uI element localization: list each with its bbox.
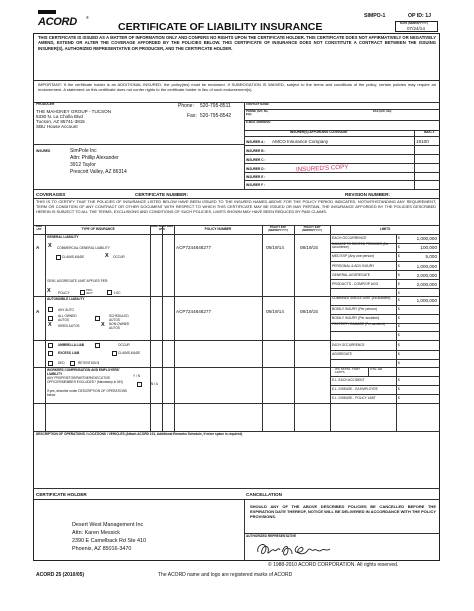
umb-ded: DED bbox=[58, 361, 65, 365]
gl-policy-number: ACP7244648277 bbox=[176, 245, 211, 250]
form-code: SIMPO-1 bbox=[364, 13, 386, 19]
description-of-operations: DESCRIPTION OF OPERATIONS / LOCATIONS / VEHICLES (Attach ACORD 101, Additional Remarks Schedule, if more space is required) bbox=[36, 432, 243, 436]
insurer-e-label: INSURER E : bbox=[246, 175, 266, 179]
gl-insr-ltr: A bbox=[36, 245, 40, 250]
disclaimer-notice: THIS CERTIFICATE IS ISSUED AS A MATTER OF INFORMATION ONLY AND CONFERS NO RIGHTS UPON THE CERTIFICATE HOLDER. THIS CERTIFICATE DOES NOT AFFIRMATIVELY OR NEGATIVELY AMEND, EXTEND OR ALTER THE COVERAGE AFFORDED BY THE POLICIES BELOW. THIS CERTIFICATE OF INSURANCE DOES NOT CONSTITUTE A CONTRACT BETWEEN THE ISSUING INSURER(S), AUTHORIZED REPRESENTATIVE OR PRODUCER, AND THE CERTIFICATE HOLDER. bbox=[38, 35, 436, 51]
col-insr-ltr: INSR LTR bbox=[35, 225, 43, 231]
all-owned-checkbox[interactable] bbox=[48, 316, 53, 321]
scheduled-checkbox[interactable] bbox=[95, 316, 100, 321]
insurer-d-label: INSURER D : bbox=[246, 167, 266, 171]
auto-eff-date: 08/19/14 bbox=[266, 309, 284, 314]
hired-autos: HIRED AUTOS bbox=[58, 324, 80, 328]
authorized-rep-label: AUTHORIZED REPRESENTATIVE bbox=[246, 534, 297, 538]
producer-name: THE MAHONEY GROUP - TUCSON bbox=[36, 109, 112, 114]
gl-limit-value: 1,000,000 bbox=[416, 264, 437, 269]
any-auto: ANY AUTO bbox=[58, 308, 75, 312]
auto-limit-label: BODILY INJURY (Per accident) bbox=[332, 316, 380, 320]
gl-exp-date: 08/19/15 bbox=[300, 245, 318, 250]
gl-commercial: COMMERCIAL GENERAL LIABILITY bbox=[57, 246, 110, 250]
col-limits: LIMITS bbox=[379, 227, 391, 231]
wc-yn: Y / N bbox=[133, 374, 141, 378]
copyright: © 1988-2010 ACORD CORPORATION. All rights reserved. bbox=[268, 562, 399, 568]
gl-limit-value: 2,000,000 bbox=[416, 282, 437, 287]
registered-marks-note: The ACORD name and logo are registered marks of ACORD bbox=[158, 572, 293, 578]
insureds-copy-stamp: INSURED'S COPY bbox=[295, 163, 349, 174]
producer-phone-label: Phone: bbox=[178, 103, 194, 109]
gl-limit-value: 2,000,000 bbox=[416, 273, 437, 278]
insurer-a-name: AMCO Insurance Company bbox=[272, 139, 329, 144]
excess-checkbox[interactable] bbox=[48, 351, 53, 356]
umbrella-checkbox[interactable] bbox=[48, 343, 53, 348]
auto-limit-value: 1,000,000 bbox=[416, 298, 437, 303]
insured-name: SimPole Inc bbox=[70, 148, 97, 154]
excess-liab: EXCESS LIAB bbox=[58, 351, 80, 355]
cancellation-text: SHOULD ANY OF THE ABOVE DESCRIBED POLICIES BE CANCELLED BEFORE THE EXPIRATION DATE THEREOF, NOTICE WILL BE DELIVERED IN ACCORDANCE WITH THE POLICY PROVISIONS. bbox=[250, 504, 436, 520]
contact-phone-label: PHONE (A/C, No, Ext): bbox=[246, 109, 269, 117]
insurer-a-label: INSURER A : bbox=[246, 140, 266, 144]
wc-describe: If yes, describe under DESCRIPTION OF OPERATIONS below bbox=[47, 389, 128, 397]
umb-claims-checkbox[interactable] bbox=[112, 351, 117, 356]
gl-limit-value: 5,000 bbox=[425, 254, 437, 259]
insurer-b-label: INSURER B : bbox=[246, 149, 266, 153]
certificate-page: ACORD ® CERTIFICATE OF LIABILITY INSURANCE SIMPO-1 OP ID: 1J DATE (MM/DD/YYYY) 07/24/14 THIS CERTIFICATE IS ISSUED AS A MATTER OF INFORMATION ONLY AND CONFERS NO RIGHTS UPON THE CERTIFICATE HOLDER. THIS CERTIFICATE DOES NOT AFFIRMATIVELY OR NEGATIVELY AMEND, EXTEND OR ALTER THE COVERAGE AFFORDED BY THE POLICIES BELOW. THIS CERTIFICATE OF INSURANCE DOES NOT CONSTITUTE A CONTRACT BETWEEN THE ISSUING INSURER(S), AUTHORIZED REPRESENTATIVE OR PRODUCER, AND THE CERTIFICATE HOLDER. IMPORTANT: If the certificate holder is an ADDITIONAL INSURED, the policy(ies) must be endorsed. If SUBROGATION IS WAIVED, subject to the terms and conditions of the policy, certain policies may require an endorsement. A statement on this certificate does not confer rights to the certificate holder in lieu of such endorsement(s). PRODUCER THE MAHONEY GROUP - TUCSON 5330 N. La Cholla Blvd Tucson, AZ 85741-3815 SBU House Account Phone: 520-795-8511 Fax: 520-795-8542 CONTACT NAME: PHONE (A/C, No, Ext): FAX (A/C, No): E-MAIL ADDRESS: INSURER(S) AFFORDING COVERAGE NAIC # INSURER A : AMCO Insurance Company 19100 INSURER B : INSURER C : INSURER D : INSURED'S COPY INSURER E : INSURER F : INSURED SimPole Inc Attn: Phillip Alexander 3912 Taylor Prescott Valley, AZ 86314 COVERAGES CERTIFICATE NUMBER: REVISION NUMBER: THIS IS TO CERTIFY THAT THE POLICIES OF INSURANCE LISTED BELOW HAVE BEEN ISSUED TO THE INSURED NAMED ABOVE FOR THE POLICY PERIOD INDICATED. NOTWITHSTANDING ANY REQUIREMENT, TERM OR CONDITION OF ANY CONTRACT OR OTHER DOCUMENT WITH RESPECT TO WHICH THIS CERTIFICATE MAY BE ISSUED OR MAY PERTAIN, THE INSURANCE AFFORDED BY THE POLICIES DESCRIBED HEREIN IS SUBJECT TO ALL THE TERMS, EXCLUSIONS AND CONDITIONS OF SUCH POLICIES. LIMITS SHOWN MAY HAVE BEEN REDUCED BY PAID CLAIMS. INSR LTR TYPE OF INSURANCE ADDL SUBR INSR WVD POLICY NUMBER POLICY EFF (MM/DD/YYYY) POLICY EXP (MM/DD/YYYY) LIMITS GENERAL LIABILITY A X COMMERCIAL GENERAL LIABILITY CLAIMS-MADE X OCCUR GEN'L AGGREGATE LIMIT APPLIES PER: X POLICY PRO- JECT LOC ACP7244648277 08/19/14 08/19/15 EACH OCCURRENCE $ 1,000,000 DAMAGE TO RENTED PREMISES (Ea occurrence) $ 100,000 MED EXP (Any one person) $ 5,000 PERSONAL & ADV INJURY $ 1,000,000 GENERAL AGGREGATE $ 2,000,000 PRODUCTS - COMP/OP AGG $ 2,000,000 $ AUTOMOBILE LIABILITY A ANY AUTO ALL OWNED AUTOS SCHEDULED AUTOS X HIRED AUTOS X NON-OWNED AUTOS ACP7244648277 08/19/14 08/19/15 COMBINED SINGLE LIMIT (Ea accident) $ 1,000,000 BODILY INJURY (Per person) $ BODILY INJURY (Per accident) $ PROPERTY DAMAGE (Per accident) $ $ UMBRELLA LIAB OCCUR EXCESS LIAB CLAIMS-MADE DED RETENTION $ EACH OCCURRENCE $ AGGREGATE $ $ WORKERS COMPENSATION AND EMPLOYERS' LIABILITY Y / N ANY PROPRIETOR/PARTNER/EXECUTIVE OFFICER/MEMBER EXCLUDED? (Mandatory in NH) N / A If yes, describe under DESCRIPTION OF OPERATIONS below WC STATU- TORY LIMITS OTH- ER E.L. EACH ACCIDENT $ E.L. DISEASE - EA EMPLOYEE $ E.L. DISEASE - POLICY LIMIT $ DESCRIPTION OF OPERATIONS / LOCATIONS / VEHICLES (Attach ACORD 101, Additional Remarks Schedule, if more space is required) CERTIFICATE HOLDER CANCELLATION Desert West Management Inc Attn: Karen Messick 2390 E Camelback Rd Ste 410 Phoenix, AZ 85016-3470 SHOULD ANY OF THE ABOVE DESCRIBED POLICIES BE CANCELLED BEFORE THE EXPIRATION DATE THEREOF, NOTICE WILL BE DELIVERED IN ACCORDANCE WITH THE POLICY PROVISIONS. AUTHORIZED REPRESENTATIVE © 1988-2010 ACORD CORPORATION. All rights reserved. ACORD 25 (2010/05) The ACORD name and logo are registered marks of ACORD bbox=[0, 0, 474, 611]
gl-occur-mark: X bbox=[105, 253, 109, 259]
coverages-label: COVERAGES bbox=[36, 192, 66, 197]
gl-limit-label: DAMAGE TO RENTED PREMISES (Ea occurrence) bbox=[332, 242, 389, 250]
cancellation-label: CANCELLATION bbox=[246, 492, 282, 497]
umb-occur-checkbox[interactable] bbox=[95, 343, 100, 348]
op-id: OP ID: 1J bbox=[408, 13, 431, 19]
hired-autos-mark: X bbox=[48, 322, 52, 328]
non-owned-mark: X bbox=[101, 322, 105, 328]
wc-statutory: WC STATU- TORY LIMITS bbox=[335, 367, 361, 375]
umb-occur: OCCUR bbox=[118, 343, 130, 347]
any-auto-checkbox[interactable] bbox=[48, 307, 53, 312]
ded-checkbox[interactable] bbox=[48, 361, 53, 366]
coverages-statement: THIS IS TO CERTIFY THAT THE POLICIES OF INSURANCE LISTED BELOW HAVE BEEN ISSUED TO THE INSURED NAMED ABOVE FOR THE POLICY PERIOD INDICATED. NOTWITHSTANDING ANY REQUIREMENT, TERM OR CONDITION OF ANY CONTRACT OR OTHER DOCUMENT WITH RESPECT TO WHICH THIS CERTIFICATE MAY BE ISSUED OR MAY PERTAIN, THE INSURANCE AFFORDED BY THE POLICIES DESCRIBED HEREIN IS SUBJECT TO ALL THE TERMS, EXCLUSIONS AND CONDITIONS OF SUCH POLICIES. LIMITS SHOWN MAY HAVE BEEN REDUCED BY PAID CLAIMS. bbox=[36, 199, 436, 214]
gl-loc: LOC bbox=[114, 291, 121, 295]
auto-insr-ltr: A bbox=[36, 309, 40, 314]
col-addl-subr: ADDL SUBR INSR WVD bbox=[150, 225, 174, 231]
insurer-a-naic: 19100 bbox=[416, 139, 429, 144]
gl-header: GENERAL LIABILITY bbox=[47, 235, 79, 239]
gl-limit-label: PERSONAL & ADV INJURY bbox=[332, 264, 375, 268]
wc-header: WORKERS COMPENSATION AND EMPLOYERS' LIABILITY bbox=[47, 368, 120, 376]
wc-each-accident: E.L. EACH ACCIDENT bbox=[332, 378, 365, 382]
col-policy-exp: POLICY EXP (MM/DD/YYYY) bbox=[302, 225, 322, 233]
holder-name: Desert West Management Inc bbox=[72, 522, 144, 528]
page-title: CERTIFICATE OF LIABILITY INSURANCE bbox=[118, 21, 323, 33]
col-policy-number: POLICY NUMBER bbox=[204, 227, 232, 231]
producer-phone: 520-795-8511 bbox=[200, 103, 231, 109]
insured-attn: Attn: Phillip Alexander bbox=[70, 155, 119, 161]
scheduled-autos: SCHEDULED AUTOS bbox=[109, 314, 129, 322]
authorized-signature bbox=[252, 538, 342, 560]
acord-logo: ACORD bbox=[38, 16, 77, 28]
umb-limit-occurrence: EACH OCCURRENCE bbox=[332, 343, 365, 347]
gl-limit-label: GENERAL AGGREGATE bbox=[332, 273, 371, 277]
producer-label: PRODUCER bbox=[36, 102, 55, 106]
umb-retention: RETENTION $ bbox=[78, 361, 100, 365]
producer-account: SBU House Account bbox=[36, 124, 78, 129]
insurers-header: INSURER(S) AFFORDING COVERAGE bbox=[290, 130, 348, 134]
wc-other: OTH- ER bbox=[370, 367, 383, 371]
contact-name-label: CONTACT NAME: bbox=[246, 102, 270, 106]
wc-na: N / A bbox=[151, 382, 158, 386]
gl-project-checkbox[interactable] bbox=[80, 290, 85, 295]
auto-policy-number: ACP7244648277 bbox=[176, 309, 211, 314]
gl-aggregate-applies: GEN'L AGGREGATE LIMIT APPLIES PER: bbox=[47, 279, 109, 283]
naic-label: NAIC # bbox=[424, 130, 435, 134]
auto-exp-date: 08/19/15 bbox=[300, 309, 318, 314]
insured-street: 3912 Taylor bbox=[70, 162, 96, 168]
holder-street: 2390 E Camelback Rd Ste 410 bbox=[72, 538, 147, 544]
auto-header: AUTOMOBILE LIABILITY bbox=[47, 297, 85, 301]
insurer-c-label: INSURER C : bbox=[246, 158, 266, 162]
date-label: DATE (MM/DD/YYYY) bbox=[400, 21, 428, 25]
producer-city: Tucson, AZ 85741-3815 bbox=[36, 119, 85, 124]
auto-limit-label: COMBINED SINGLE LIMIT (Ea accident) bbox=[332, 296, 391, 300]
gl-limit-label: MED EXP (Any one person) bbox=[332, 254, 375, 258]
certificate-holder-label: CERTIFICATE HOLDER bbox=[36, 492, 87, 497]
col-policy-eff: POLICY EFF (MM/DD/YYYY) bbox=[268, 225, 288, 233]
gl-policy-mark: X bbox=[47, 288, 51, 294]
gl-claims-made: CLAIMS-MADE bbox=[62, 255, 85, 259]
gl-limit-value: 1,000,000 bbox=[416, 236, 437, 241]
certificate-number-label: CERTIFICATE NUMBER: bbox=[135, 192, 188, 197]
wc-question: ANY PROPRIETOR/PARTNER/EXECUTIVE OFFICER/MEMBER EXCLUDED? (Mandatory in NH) bbox=[47, 376, 123, 384]
retention-checkbox[interactable] bbox=[70, 361, 75, 366]
insurer-f-label: INSURER F : bbox=[246, 183, 266, 187]
umb-limit-aggregate: AGGREGATE bbox=[332, 352, 352, 356]
holder-city: Phoenix, AZ 85016-3470 bbox=[72, 546, 132, 552]
auto-limit-label: BODILY INJURY (Per person) bbox=[332, 307, 377, 311]
col-type: TYPE OF INSURANCE bbox=[81, 227, 115, 231]
insured-label: INSURED bbox=[36, 149, 51, 153]
gl-limit-value: 100,000 bbox=[420, 245, 437, 250]
wc-disease-employee: E.L. DISEASE - EA EMPLOYEE bbox=[332, 387, 378, 391]
issue-date: 07/24/14 bbox=[407, 26, 425, 31]
wc-yn-checkbox[interactable] bbox=[137, 382, 142, 387]
logo-bar bbox=[38, 10, 56, 14]
email-label: E-MAIL ADDRESS: bbox=[246, 120, 271, 124]
producer-fax-label: Fax: bbox=[187, 113, 197, 119]
gl-limit-label: PRODUCTS - COMP/OP AGG bbox=[332, 282, 379, 286]
gl-check-mark: X bbox=[48, 243, 52, 249]
gl-occur: OCCUR bbox=[113, 255, 125, 259]
holder-attn: Attn: Karen Messick bbox=[72, 530, 120, 536]
umbrella-liab: UMBRELLA LIAB bbox=[58, 343, 85, 347]
important-notice: IMPORTANT: If the certificate holder is an ADDITIONAL INSURED, the policy(ies) must be endorsed. If SUBROGATION IS WAIVED, subject to the terms and conditions of the policy, certain policies may require an endorsement. A statement on this certificate does not confer rights to the certificate holder in lieu of such endorsement(s). bbox=[38, 82, 436, 92]
all-owned-autos: ALL OWNED AUTOS bbox=[58, 314, 77, 322]
form-number: ACORD 25 (2010/05) bbox=[36, 572, 85, 578]
gl-policy-option: POLICY bbox=[58, 291, 70, 295]
umb-claims-made: CLAIMS-MADE bbox=[118, 351, 141, 355]
revision-number-label: REVISION NUMBER: bbox=[345, 192, 390, 197]
insured-city: Prescott Valley, AZ 86314 bbox=[70, 169, 127, 175]
non-owned-autos: NON-OWNED AUTOS bbox=[109, 322, 130, 330]
registered-mark: ® bbox=[86, 15, 89, 20]
gl-project: PRO- JECT bbox=[86, 289, 93, 296]
producer-street: 5330 N. La Cholla Blvd bbox=[36, 114, 83, 119]
producer-fax: 520-795-8542 bbox=[200, 113, 232, 119]
gl-limit-label: EACH OCCURRENCE bbox=[332, 236, 367, 240]
wc-disease-policy: E.L. DISEASE - POLICY LIMIT bbox=[332, 396, 376, 400]
gl-claims-made-checkbox[interactable] bbox=[56, 255, 61, 260]
auto-limit-label: PROPERTY DAMAGE (Per accident) bbox=[332, 322, 385, 326]
gl-eff-date: 08/19/14 bbox=[266, 245, 284, 250]
gl-loc-checkbox[interactable] bbox=[107, 290, 112, 295]
contact-fax-label: FAX (A/C, No): bbox=[373, 109, 393, 113]
